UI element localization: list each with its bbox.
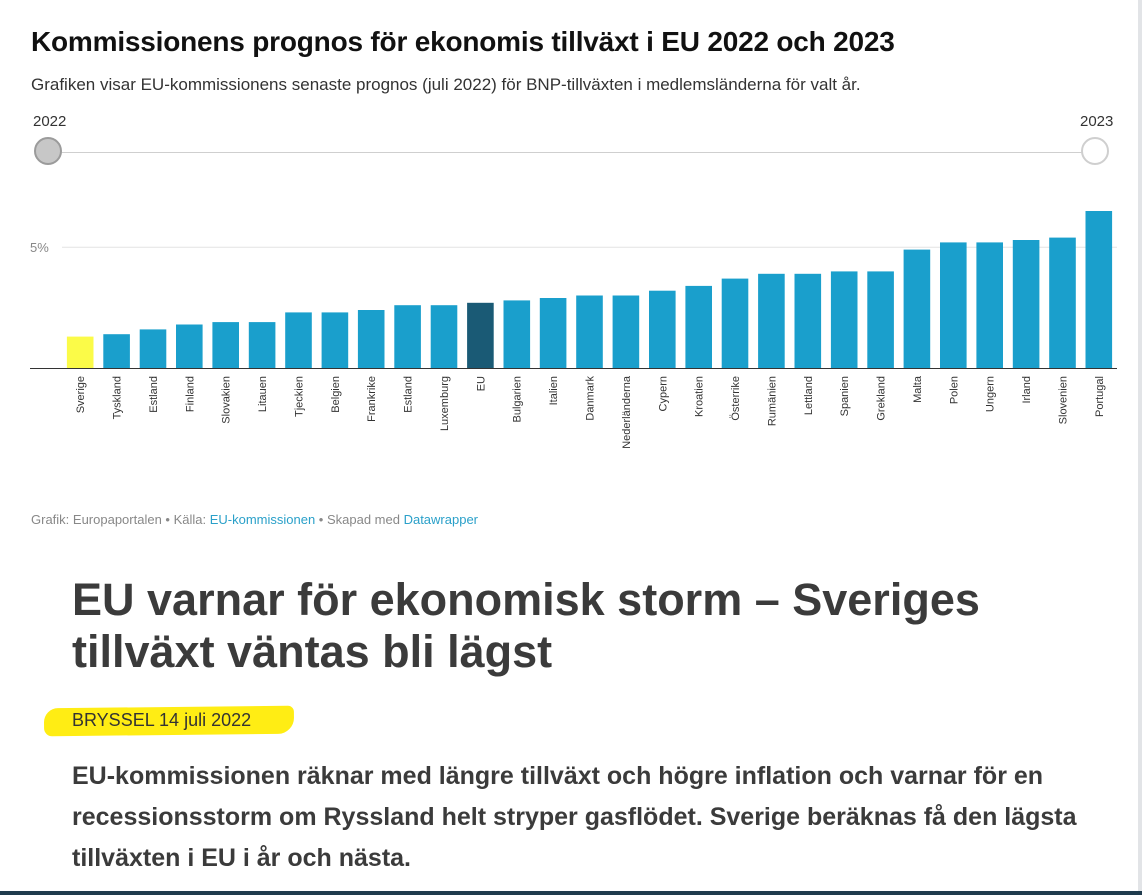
x-tick-label: Nederländerna bbox=[620, 376, 633, 449]
bar-italien[interactable] bbox=[540, 298, 567, 368]
bar-eu[interactable] bbox=[467, 303, 494, 368]
bar-portugal[interactable] bbox=[1086, 211, 1113, 368]
bar-polen[interactable] bbox=[940, 242, 967, 368]
x-tick-label: Danmark bbox=[584, 376, 597, 421]
x-tick-label: Rumänien bbox=[766, 376, 779, 427]
article-headline: EU varnar för ekonomisk storm – Sveriges tillväxt väntas bli lägst bbox=[72, 574, 980, 677]
bar-kroatien[interactable] bbox=[685, 286, 712, 368]
bar-tjeckien[interactable] bbox=[285, 312, 312, 368]
bar-malta[interactable] bbox=[904, 250, 931, 368]
slider-track[interactable] bbox=[48, 152, 1095, 153]
x-tick-label: Ungern bbox=[984, 375, 997, 413]
x-tick-label: Polen bbox=[948, 376, 961, 405]
footer-prefix: Grafik: Europaportalen • Källa: bbox=[31, 512, 210, 527]
bar-cypern[interactable] bbox=[649, 291, 676, 368]
bar-slovenien[interactable] bbox=[1049, 238, 1076, 368]
x-tick-label: Lettland bbox=[802, 376, 815, 416]
x-tick-label: Malta bbox=[911, 376, 924, 403]
x-tick-label: Tjeckien bbox=[293, 376, 306, 417]
x-tick-label: Luxemburg bbox=[438, 376, 451, 432]
article-dateline: BRYSSEL 14 juli 2022 bbox=[72, 710, 252, 730]
x-tick-label: Belgien bbox=[329, 376, 342, 413]
bottom-border bbox=[0, 891, 1142, 895]
x-tick-label: Frankrike bbox=[366, 376, 379, 422]
x-tick-label: Cypern bbox=[657, 376, 670, 412]
chart-footer bbox=[31, 512, 478, 527]
bar-nederländerna[interactable] bbox=[613, 296, 640, 369]
chart-subtitle: Grafiken visar EU-kommissionens senaste prognos (juli 2022) för BNP-tillväxten i medlemsländerna för valt år. bbox=[31, 75, 861, 94]
x-tick-label: Portugal bbox=[1093, 376, 1106, 417]
bar-bulgarien[interactable] bbox=[504, 300, 531, 368]
slider-start-label: 2022 bbox=[33, 113, 67, 130]
bar-estland[interactable] bbox=[394, 305, 421, 368]
x-tick-label: Spanien bbox=[839, 376, 852, 417]
footer-middle: • Skapad med bbox=[315, 512, 404, 527]
slider-handle-2022[interactable] bbox=[34, 137, 62, 165]
bar-danmark[interactable] bbox=[576, 296, 603, 369]
x-tick-label: Bulgarien bbox=[511, 376, 524, 423]
bar-luxemburg[interactable] bbox=[431, 305, 458, 368]
bar-tyskland[interactable] bbox=[103, 334, 130, 368]
slider-handle-2023[interactable] bbox=[1081, 137, 1109, 165]
bar-chart bbox=[0, 190, 1142, 480]
x-tick-label: Österrike bbox=[730, 376, 743, 421]
x-tick-label: Kroatien bbox=[693, 376, 706, 417]
bar-rumänien[interactable] bbox=[758, 274, 785, 368]
bar-lettland[interactable] bbox=[795, 274, 822, 368]
x-tick-label: Slovakien bbox=[220, 376, 233, 424]
chart-bars bbox=[67, 211, 1112, 368]
bar-sverige[interactable] bbox=[67, 337, 94, 368]
chart-x-labels bbox=[75, 375, 1106, 449]
source-link[interactable]: EU-kommissionen bbox=[209, 512, 316, 527]
x-tick-label: Estland bbox=[147, 376, 160, 413]
x-tick-label: Grekland bbox=[875, 376, 888, 421]
bar-litauen[interactable] bbox=[249, 322, 276, 368]
bar-belgien[interactable] bbox=[322, 312, 349, 368]
x-tick-label: Slovenien bbox=[1057, 376, 1070, 425]
x-tick-label: Italien bbox=[548, 376, 561, 406]
chart-title: Kommissionens prognos för ekonomis tillväxt i EU 2022 och 2023 bbox=[31, 26, 895, 57]
bar-estland[interactable] bbox=[140, 329, 167, 368]
x-tick-label: Litauen bbox=[257, 376, 270, 413]
bar-slovakien[interactable] bbox=[212, 322, 239, 368]
dateline-block bbox=[44, 704, 298, 738]
bar-frankrike[interactable] bbox=[358, 310, 385, 368]
x-tick-label: Irland bbox=[1021, 376, 1034, 404]
x-tick-label: Estland bbox=[402, 376, 415, 413]
bar-spanien[interactable] bbox=[831, 271, 858, 368]
x-tick-label: Sverige bbox=[75, 376, 88, 414]
article-lead: EU-kommissionen räknar med längre tillväxt och högre inflation och varnar för en recessionsstorm om Ryssland helt stryper gasflödet. Sverige beräknas få den lägsta tillväxten i EU i år och nästa. bbox=[72, 762, 1077, 872]
datawrapper-link[interactable]: Datawrapper bbox=[403, 512, 479, 527]
x-tick-label: Tyskland bbox=[111, 376, 124, 420]
y-tick-label: 5% bbox=[30, 240, 49, 256]
slider-end-label: 2023 bbox=[1080, 113, 1114, 130]
bar-irland[interactable] bbox=[1013, 240, 1040, 368]
x-tick-label: Finland bbox=[184, 376, 197, 413]
x-tick-label: EU bbox=[475, 376, 488, 392]
bar-österrike[interactable] bbox=[722, 279, 749, 368]
bar-ungern[interactable] bbox=[976, 242, 1003, 368]
bar-grekland[interactable] bbox=[867, 271, 894, 368]
bar-finland[interactable] bbox=[176, 325, 203, 369]
